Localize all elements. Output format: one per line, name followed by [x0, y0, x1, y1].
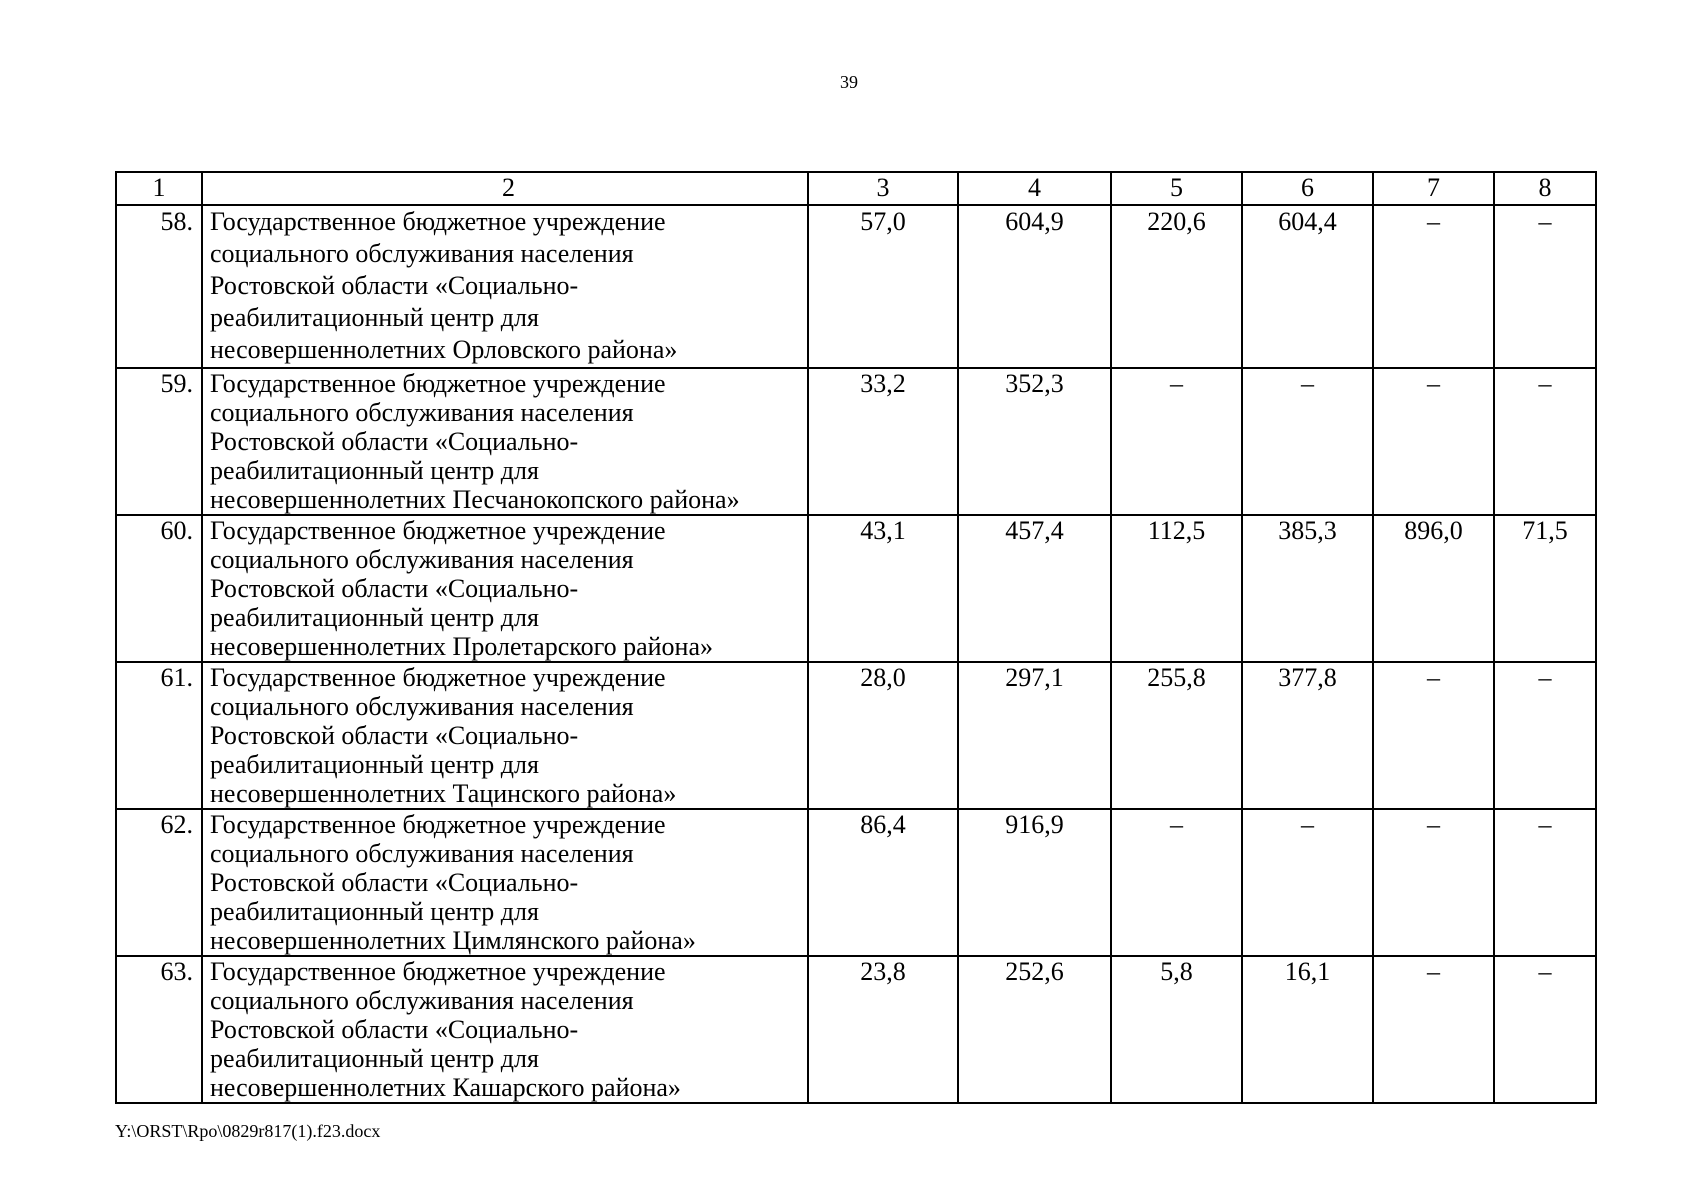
- name-line: несовершеннолетних Кашарского района»: [210, 1073, 681, 1102]
- value-cell: 220,6: [1111, 205, 1242, 368]
- row-number: 62.: [116, 809, 202, 956]
- table-row: [116, 956, 1596, 1103]
- name-line: несовершеннолетних Цимлянского района»: [210, 926, 696, 955]
- value-cell: –: [1373, 662, 1494, 809]
- value-cell: 43,1: [808, 515, 958, 662]
- value-cell: 23,8: [808, 956, 958, 1103]
- column-header: 8: [1494, 172, 1596, 205]
- value-cell: –: [1494, 662, 1596, 809]
- value-cell: 297,1: [958, 662, 1111, 809]
- value-cell: 86,4: [808, 809, 958, 956]
- institution-name: [202, 368, 808, 515]
- name-line: Государственное бюджетное учреждение: [210, 810, 666, 839]
- value-cell: –: [1111, 809, 1242, 956]
- institution-name: [202, 662, 808, 809]
- value-cell: 255,8: [1111, 662, 1242, 809]
- value-cell: 377,8: [1242, 662, 1373, 809]
- value-cell: –: [1373, 368, 1494, 515]
- value-cell: 33,2: [808, 368, 958, 515]
- value-cell: –: [1494, 368, 1596, 515]
- value-cell: 16,1: [1242, 956, 1373, 1103]
- value-cell: 604,4: [1242, 205, 1373, 368]
- row-number: 58.: [116, 205, 202, 368]
- name-line: Государственное бюджетное учреждение: [210, 207, 666, 236]
- name-line: Государственное бюджетное учреждение: [210, 369, 666, 398]
- value-cell: 352,3: [958, 368, 1111, 515]
- value-cell: –: [1494, 956, 1596, 1103]
- name-line: Государственное бюджетное учреждение: [210, 516, 666, 545]
- table-row: [116, 205, 1596, 368]
- institution-name: [202, 956, 808, 1103]
- table-row: [116, 368, 1596, 515]
- footer-file-path: Y:\ORST\Rpo\0829r817(1).f23.docx: [115, 1121, 381, 1141]
- value-cell: 57,0: [808, 205, 958, 368]
- name-line: Ростовской области «Социально-: [210, 721, 579, 750]
- institution-name: [202, 809, 808, 956]
- name-line: несовершеннолетних Пролетарского района»: [210, 632, 714, 661]
- value-cell: –: [1111, 368, 1242, 515]
- column-header: 6: [1242, 172, 1373, 205]
- column-header: 1: [116, 172, 202, 205]
- name-line: реабилитационный центр для: [210, 303, 539, 332]
- value-cell: –: [1242, 368, 1373, 515]
- institution-name: [202, 515, 808, 662]
- name-line: реабилитационный центр для: [210, 750, 539, 779]
- value-cell: –: [1242, 809, 1373, 956]
- value-cell: –: [1373, 809, 1494, 956]
- name-line: несовершеннолетних Тацинского района»: [210, 779, 677, 808]
- value-cell: 916,9: [958, 809, 1111, 956]
- value-cell: –: [1373, 205, 1494, 368]
- name-line: реабилитационный центр для: [210, 897, 539, 926]
- value-cell: 5,8: [1111, 956, 1242, 1103]
- name-line: Ростовской области «Социально-: [210, 868, 579, 897]
- row-number: 60.: [116, 515, 202, 662]
- value-cell: –: [1494, 809, 1596, 956]
- table-row: [116, 662, 1596, 809]
- name-line: Ростовской области «Социально-: [210, 1015, 579, 1044]
- table-row: [116, 809, 1596, 956]
- row-number: 59.: [116, 368, 202, 515]
- name-line: несовершеннолетних Песчанокопского района»: [210, 485, 740, 514]
- page-number: 39: [840, 72, 858, 92]
- name-line: социального обслуживания населения: [210, 839, 634, 868]
- value-cell: 896,0: [1373, 515, 1494, 662]
- name-line: Ростовской области «Социально-: [210, 427, 579, 456]
- value-cell: 71,5: [1494, 515, 1596, 662]
- name-line: реабилитационный центр для: [210, 1044, 539, 1073]
- name-line: социального обслуживания населения: [210, 239, 634, 268]
- data-table: [115, 171, 1597, 1104]
- name-line: реабилитационный центр для: [210, 456, 539, 485]
- value-cell: 28,0: [808, 662, 958, 809]
- value-cell: 252,6: [958, 956, 1111, 1103]
- name-line: Государственное бюджетное учреждение: [210, 663, 666, 692]
- value-cell: 112,5: [1111, 515, 1242, 662]
- column-header: 4: [958, 172, 1111, 205]
- value-cell: –: [1494, 205, 1596, 368]
- value-cell: 457,4: [958, 515, 1111, 662]
- name-line: социального обслуживания населения: [210, 986, 634, 1015]
- name-line: Государственное бюджетное учреждение: [210, 957, 666, 986]
- value-cell: 604,9: [958, 205, 1111, 368]
- table-row: [116, 515, 1596, 662]
- table-header-row: [116, 172, 1596, 205]
- value-cell: –: [1373, 956, 1494, 1103]
- name-line: социального обслуживания населения: [210, 398, 634, 427]
- name-line: социального обслуживания населения: [210, 545, 634, 574]
- column-header: 7: [1373, 172, 1494, 205]
- name-line: социального обслуживания населения: [210, 692, 634, 721]
- name-line: реабилитационный центр для: [210, 603, 539, 632]
- row-number: 63.: [116, 956, 202, 1103]
- column-header: 5: [1111, 172, 1242, 205]
- name-line: несовершеннолетних Орловского района»: [210, 335, 678, 364]
- row-number: 61.: [116, 662, 202, 809]
- name-line: Ростовской области «Социально-: [210, 574, 579, 603]
- value-cell: 385,3: [1242, 515, 1373, 662]
- name-line: Ростовской области «Социально-: [210, 271, 579, 300]
- column-header: 2: [202, 172, 808, 205]
- column-header: 3: [808, 172, 958, 205]
- institution-name: [202, 205, 808, 368]
